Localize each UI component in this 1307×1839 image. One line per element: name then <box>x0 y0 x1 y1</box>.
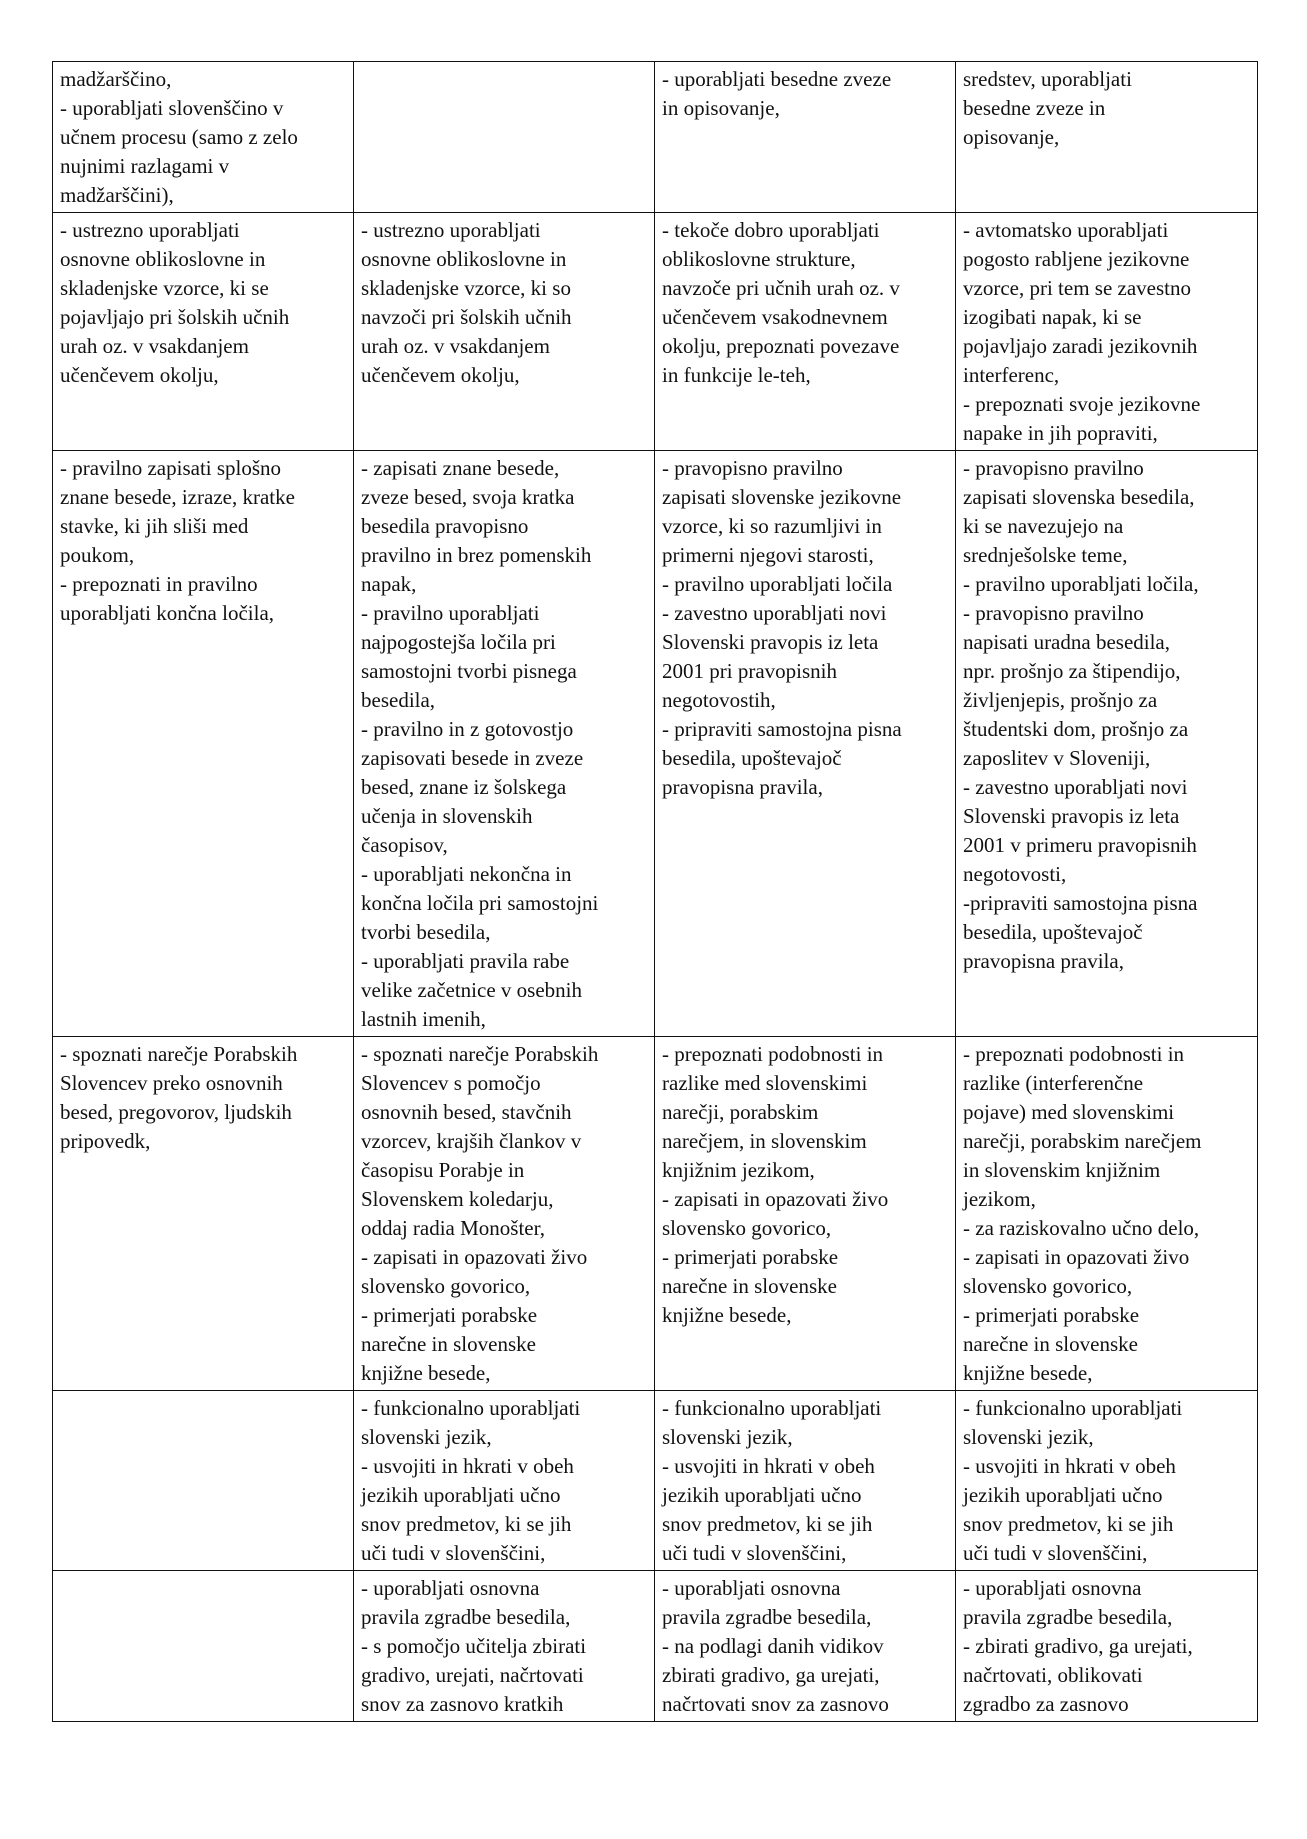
table-cell <box>53 451 354 1037</box>
cell-text-line: nujnimi razlagami v <box>60 154 230 178</box>
cell-text-line: časopisu Porabje in <box>361 1158 525 1182</box>
cell-text-line: poukom, <box>60 543 135 567</box>
cell-text-line: urah oz. v vsakdanjem <box>361 334 550 358</box>
cell-text-line: besedila, <box>361 688 436 712</box>
cell-text-line: oddaj radia Monošter, <box>361 1216 546 1240</box>
cell-text-line: stavke, ki jih sliši med <box>60 514 249 538</box>
cell-text-line: uči tudi v slovenščini, <box>662 1541 847 1565</box>
cell-text-line: napisati uradna besedila, <box>963 630 1171 654</box>
cell-text-line: učenčevem vsakodnevnem <box>662 305 888 329</box>
cell-text-line: slovensko govorico, <box>963 1274 1133 1298</box>
cell-text-line: narečne in slovenske <box>963 1332 1138 1356</box>
cell-text-line: - funkcionalno uporabljati <box>361 1396 581 1420</box>
cell-text-line: izogibati napak, ki se <box>963 305 1142 329</box>
cell-text-line: velike začetnice v osebnih <box>361 978 582 1002</box>
cell-text-line: - zapisati in opazovati živo <box>963 1245 1190 1269</box>
cell-text-line: jezikih uporabljati učno <box>963 1483 1163 1507</box>
cell-text-line: zapisati slovenska besedila, <box>963 485 1195 509</box>
cell-text-line: - uporabljati osnovna <box>963 1576 1142 1600</box>
cell-text-line: gradivo, urejati, načrtovati <box>361 1663 584 1687</box>
cell-text-line: - zapisati in opazovati živo <box>662 1187 889 1211</box>
cell-text-line: besed, znane iz šolskega <box>361 775 567 799</box>
cell-text-line: vzorce, pri tem se zavestno <box>963 276 1191 300</box>
cell-text-line: zgradbo za zasnovo <box>963 1692 1129 1716</box>
table-row <box>53 1391 1258 1571</box>
cell-text-line: - zavestno uporabljati novi <box>662 601 887 625</box>
cell-text-line: narečne in slovenske <box>361 1332 536 1356</box>
cell-text-line: razlike (interferenčne <box>963 1071 1144 1095</box>
cell-text-line: življenjepis, prošnjo za <box>963 688 1158 712</box>
cell-text-line: pripovedk, <box>60 1129 151 1153</box>
cell-text-line: - pravilno zapisati splošno <box>60 456 282 480</box>
cell-text-line: pojavljajo pri šolskih učnih <box>60 305 290 329</box>
cell-text-line: snov predmetov, ki se jih <box>662 1512 873 1536</box>
cell-text-line: - uporabljati slovenščino v <box>60 96 284 120</box>
cell-text-line: slovensko govorico, <box>361 1274 531 1298</box>
cell-text-line: narečjem, in slovenskim <box>662 1129 867 1153</box>
cell-text-line: končna ločila pri samostojni <box>361 891 599 915</box>
cell-text-line: knjižne besede, <box>963 1361 1093 1385</box>
cell-text-line: sredstev, uporabljati <box>963 67 1132 91</box>
cell-text-line: besedila pravopisno <box>361 514 529 538</box>
cell-text-line: študentski dom, prošnjo za <box>963 717 1189 741</box>
cell-text-line: interferenc, <box>963 363 1060 387</box>
cell-text-line: pravopisna pravila, <box>662 775 823 799</box>
cell-text-line: - usvojiti in hkrati v obeh <box>361 1454 574 1478</box>
cell-text-line: načrtovati snov za zasnovo <box>662 1692 889 1716</box>
table-cell <box>956 62 1258 213</box>
cell-text-line: jezikih uporabljati učno <box>361 1483 561 1507</box>
cell-text-line: slovensko govorico, <box>662 1216 832 1240</box>
cell-text-line: napake in jih popraviti, <box>963 421 1158 445</box>
cell-text-line: - uporabljati osnovna <box>361 1576 540 1600</box>
cell-text-line: časopisov, <box>361 833 448 857</box>
cell-text-line: pravila zgradbe besedila, <box>963 1605 1173 1629</box>
cell-text-line: narečji, porabskim narečjem <box>963 1129 1202 1153</box>
cell-text-line: narečne in slovenske <box>662 1274 837 1298</box>
cell-text-line: - uporabljati pravila rabe <box>361 949 570 973</box>
cell-text-line: - uporabljati nekončna in <box>361 862 572 886</box>
table-cell <box>655 451 956 1037</box>
cell-text-line: jezikom, <box>963 1187 1036 1211</box>
cell-text-line: učenja in slovenskih <box>361 804 533 828</box>
cell-text-line: samostojni tvorbi pisnega <box>361 659 577 683</box>
cell-text-line: Slovenskem koledarju, <box>361 1187 554 1211</box>
table-cell <box>956 1571 1258 1722</box>
cell-text-line: - prepoznati svoje jezikovne <box>963 392 1201 416</box>
cell-text-line: Slovencev s pomočjo <box>361 1071 541 1095</box>
cell-text-line: 2001 v primeru pravopisnih <box>963 833 1197 857</box>
cell-text-line: - pravilno uporabljati <box>361 601 540 625</box>
cell-text-line: - uporabljati osnovna <box>662 1576 841 1600</box>
cell-text-line: zaposlitev v Sloveniji, <box>963 746 1151 770</box>
cell-text-line: okolju, prepoznati povezave <box>662 334 900 358</box>
cell-text-line: Slovenski pravopis iz leta <box>662 630 879 654</box>
cell-text-line: razlike med slovenskimi <box>662 1071 868 1095</box>
cell-text-line: negotovosti, <box>963 862 1067 886</box>
cell-text-line: uči tudi v slovenščini, <box>361 1541 546 1565</box>
table-cell <box>354 1037 655 1391</box>
cell-text-line: - ustrezno uporabljati <box>60 218 240 242</box>
cell-text-line: oblikoslovne strukture, <box>662 247 856 271</box>
cell-text-line: - pravopisno pravilno <box>662 456 843 480</box>
cell-text-line: in opisovanje, <box>662 96 780 120</box>
cell-text-line: negotovostih, <box>662 688 776 712</box>
table-cell <box>956 1037 1258 1391</box>
cell-text-line: skladenjske vzorce, ki so <box>361 276 571 300</box>
cell-text-line: srednješolske teme, <box>963 543 1128 567</box>
cell-text-line: učenčevem okolju, <box>60 363 219 387</box>
table-cell <box>956 213 1258 451</box>
cell-text-line: osnovne oblikoslovne in <box>60 247 266 271</box>
cell-text-line: znane besede, izraze, kratke <box>60 485 295 509</box>
cell-text-line: - avtomatsko uporabljati <box>963 218 1169 242</box>
cell-text-line: najpogostejša ločila pri <box>361 630 556 654</box>
cell-text-line: - pravopisno pravilno <box>963 456 1144 480</box>
cell-text-line: zapisati slovenske jezikovne <box>662 485 902 509</box>
cell-text-line: madžarščino, <box>60 67 172 91</box>
cell-text-line: primerni njegovi starosti, <box>662 543 874 567</box>
cell-text-line: snov za zasnovo kratkih <box>361 1692 564 1716</box>
table-cell <box>354 1571 655 1722</box>
cell-text-line: slovenski jezik, <box>662 1425 793 1449</box>
table-cell <box>354 213 655 451</box>
cell-text-line: - s pomočjo učitelja zbirati <box>361 1634 587 1658</box>
cell-text-line: pravila zgradbe besedila, <box>361 1605 571 1629</box>
cell-text-line: osnovne oblikoslovne in <box>361 247 567 271</box>
cell-text-line: opisovanje, <box>963 125 1060 149</box>
cell-text-line: - uporabljati besedne zveze <box>662 67 892 91</box>
cell-text-line: besedila, upoštevajoč <box>662 746 842 770</box>
cell-text-line: in slovenskim knjižnim <box>963 1158 1161 1182</box>
cell-text-line: - spoznati narečje Porabskih <box>60 1042 298 1066</box>
cell-text-line: snov predmetov, ki se jih <box>361 1512 572 1536</box>
table-cell <box>655 213 956 451</box>
cell-text-line: skladenjske vzorce, ki se <box>60 276 269 300</box>
cell-text-line: vzorce, ki so razumljivi in <box>662 514 882 538</box>
cell-text-line: zbirati gradivo, ga urejati, <box>662 1663 880 1687</box>
cell-text-line: osnovnih besed, stavčnih <box>361 1100 572 1124</box>
cell-text-line: ki se navezujejo na <box>963 514 1124 538</box>
table-cell <box>53 213 354 451</box>
cell-text-line: pojave) med slovenskimi <box>963 1100 1175 1124</box>
cell-text-line: učnem procesu (samo z zelo <box>60 125 298 149</box>
cell-text-line: učenčevem okolju, <box>361 363 520 387</box>
cell-text-line: zveze besed, svoja kratka <box>361 485 575 509</box>
cell-text-line: Slovencev preko osnovnih <box>60 1071 283 1095</box>
cell-text-line: - usvojiti in hkrati v obeh <box>662 1454 875 1478</box>
cell-text-line: - prepoznati in pravilno <box>60 572 258 596</box>
table-cell <box>956 1391 1258 1571</box>
table-cell <box>655 1571 956 1722</box>
cell-text-line: pravopisna pravila, <box>963 949 1124 973</box>
cell-text-line: pravilno in brez pomenskih <box>361 543 592 567</box>
cell-text-line: napak, <box>361 572 417 596</box>
cell-text-line: besedne zveze in <box>963 96 1106 120</box>
cell-text-line: - pravopisno pravilno <box>963 601 1144 625</box>
table-cell <box>354 451 655 1037</box>
cell-text-line: tvorbi besedila, <box>361 920 491 944</box>
cell-text-line: snov predmetov, ki se jih <box>963 1512 1174 1536</box>
cell-text-line: -pripraviti samostojna pisna <box>963 891 1198 915</box>
cell-text-line: uči tudi v slovenščini, <box>963 1541 1148 1565</box>
cell-text-line: navzoče pri učnih urah oz. v <box>662 276 900 300</box>
cell-text-line: - zavestno uporabljati novi <box>963 775 1188 799</box>
table-cell <box>655 1037 956 1391</box>
cell-text-line: urah oz. v vsakdanjem <box>60 334 249 358</box>
cell-text-line: - zbirati gradivo, ga urejati, <box>963 1634 1193 1658</box>
cell-text-line: besedila, upoštevajoč <box>963 920 1143 944</box>
cell-text-line: pravila zgradbe besedila, <box>662 1605 872 1629</box>
table-cell <box>354 1391 655 1571</box>
cell-text-line: narečji, porabskim <box>662 1100 819 1124</box>
cell-text-line: - za raziskovalno učno delo, <box>963 1216 1200 1240</box>
cell-text-line: pogosto rabljene jezikovne <box>963 247 1190 271</box>
cell-text-line: Slovenski pravopis iz leta <box>963 804 1180 828</box>
cell-text-line: - primerjati porabske <box>963 1303 1140 1327</box>
cell-text-line: 2001 pri pravopisnih <box>662 659 837 683</box>
cell-text-line: - tekoče dobro uporabljati <box>662 218 880 242</box>
cell-text-line: - zapisati in opazovati živo <box>361 1245 588 1269</box>
table-cell <box>956 451 1258 1037</box>
cell-text-line: knjižnim jezikom, <box>662 1158 815 1182</box>
cell-text-line: - pravilno uporabljati ločila, <box>963 572 1199 596</box>
cell-text-line: zapisovati besede in zveze <box>361 746 584 770</box>
cell-text-line: načrtovati, oblikovati <box>963 1663 1143 1687</box>
table-row <box>53 451 1258 1037</box>
cell-text-line: npr. prošnjo za štipendijo, <box>963 659 1181 683</box>
table-row <box>53 1571 1258 1722</box>
cell-text-line: in funkcije le-teh, <box>662 363 811 387</box>
cell-text-line: lastnih imenih, <box>361 1007 486 1031</box>
table-body <box>53 62 1258 1722</box>
cell-text-line: knjižne besede, <box>662 1303 792 1327</box>
cell-text-line: - funkcionalno uporabljati <box>662 1396 882 1420</box>
table-cell <box>53 62 354 213</box>
cell-text-line: - primerjati porabske <box>361 1303 538 1327</box>
cell-text-line: - spoznati narečje Porabskih <box>361 1042 599 1066</box>
cell-text-line: - pravilno in z gotovostjo <box>361 717 574 741</box>
cell-text-line: - zapisati znane besede, <box>361 456 560 480</box>
cell-text-line: - prepoznati podobnosti in <box>662 1042 884 1066</box>
table-row <box>53 1037 1258 1391</box>
table-row <box>53 213 1258 451</box>
cell-text-line: - na podlagi danih vidikov <box>662 1634 884 1658</box>
table-cell <box>655 62 956 213</box>
table-cell <box>354 62 655 213</box>
table-cell <box>655 1391 956 1571</box>
table-cell <box>53 1571 354 1722</box>
cell-text-line: knjižne besede, <box>361 1361 491 1385</box>
cell-text-line: - pripraviti samostojna pisna <box>662 717 902 741</box>
cell-text-line: madžarščini), <box>60 183 174 207</box>
cell-text-line: - usvojiti in hkrati v obeh <box>963 1454 1176 1478</box>
curriculum-table <box>52 61 1258 1722</box>
cell-text-line: jezikih uporabljati učno <box>662 1483 862 1507</box>
cell-text-line: slovenski jezik, <box>361 1425 492 1449</box>
cell-text-line: navzoči pri šolskih učnih <box>361 305 572 329</box>
cell-text-line: uporabljati končna ločila, <box>60 601 275 625</box>
cell-text-line: - funkcionalno uporabljati <box>963 1396 1183 1420</box>
cell-text-line: - pravilno uporabljati ločila <box>662 572 893 596</box>
cell-text-line: - prepoznati podobnosti in <box>963 1042 1185 1066</box>
table-cell <box>53 1037 354 1391</box>
cell-text-line: - ustrezno uporabljati <box>361 218 541 242</box>
table-row <box>53 62 1258 213</box>
cell-text-line: vzorcev, krajših člankov v <box>361 1129 582 1153</box>
cell-text-line: - primerjati porabske <box>662 1245 839 1269</box>
table-cell <box>53 1391 354 1571</box>
cell-text-line: besed, pregovorov, ljudskih <box>60 1100 292 1124</box>
cell-text-line: pojavljajo zaradi jezikovnih <box>963 334 1198 358</box>
cell-text-line: slovenski jezik, <box>963 1425 1094 1449</box>
